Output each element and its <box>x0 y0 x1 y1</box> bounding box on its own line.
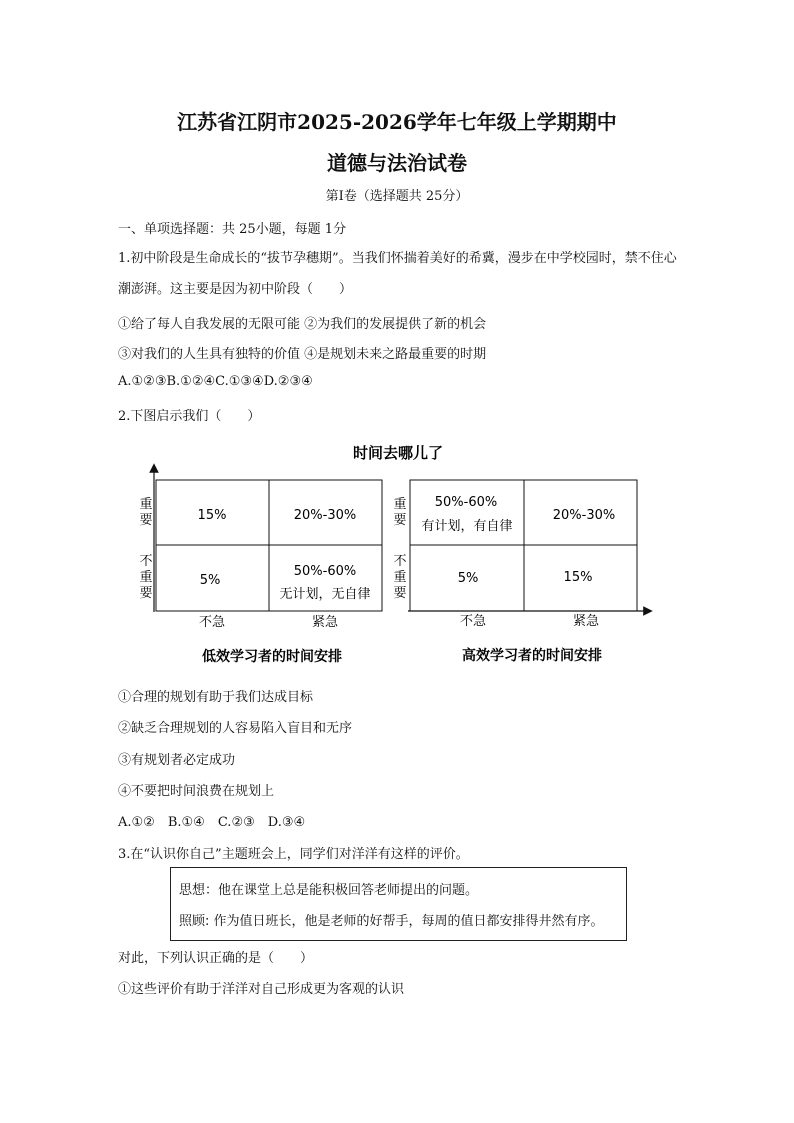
q2-choices: A.①② B.①④ C.②③ D.③④ <box>118 815 306 830</box>
q3-box-line-1: 思想：他在课堂上总是能积极回答老师提出的问题。 <box>179 883 479 898</box>
left-y-top-label <box>139 497 152 528</box>
q1-stem: 1.初中阶段是生命成长的“拔节孕穗期”。当我们怀揣着美好的希冀，漫步在中学校园时，禁不住心潮澎湃。这主要是因为初中阶段（ ） <box>118 251 677 297</box>
time-quadrant-diagram <box>118 432 678 682</box>
left-cell-br-1: 50%-60% <box>293 564 357 579</box>
left-cell-bl: 5% <box>199 573 221 588</box>
q2-statement-4: ④不要把时间浪费在规划上 <box>118 784 275 799</box>
left-y-top-char-1: 重 <box>139 497 153 512</box>
right-y-bottom-label <box>393 554 406 601</box>
left-x-left-label: 不急 <box>198 615 226 630</box>
q1-choices: A.①②③B.①②④C.①③④D.②③④ <box>118 374 313 389</box>
right-cell-br: 15% <box>563 570 593 585</box>
q2-statement-1: ①合理的规划有助于我们达成目标 <box>118 690 314 705</box>
right-x-left-label: 不急 <box>459 614 487 629</box>
right-cell-tr: 20%-30% <box>552 508 616 523</box>
volume-subtitle: 第Ⅰ卷（选择题共 25分） <box>325 189 469 204</box>
q3-stem: 3.在“认识你自己”主题班会上，同学们对洋洋有这样的评价。 <box>118 847 469 862</box>
right-x-right-label: 紧急 <box>572 614 600 629</box>
q3-box-line-2: 照顾: 作为值日班长，他是老师的好帮手，每周的值日都安排得井然有序。 <box>179 914 604 929</box>
exam-title: 江苏省江阴市2025-2026学年七年级上学期期中 <box>177 110 617 134</box>
q3-option-1: ①这些评价有助于洋洋对自己形成更为客观的认识 <box>118 982 405 997</box>
right-y-top-label <box>393 497 406 528</box>
q3-evaluation-box <box>170 867 627 941</box>
right-caption: 高效学习者的时间安排 <box>462 648 602 664</box>
q1-statements-a: ①给了每人自我发展的无限可能 ②为我们的发展提供了新的机会 <box>118 317 487 332</box>
section-heading: 一、单项选择题：共 25小题，每题 1分 <box>118 222 347 237</box>
left-caption: 低效学习者的时间安排 <box>202 649 342 665</box>
q1-statements-b: ③对我们的人生具有独特的价值 ④是规划未来之路最重要的时期 <box>118 347 487 362</box>
left-cell-tr: 20%-30% <box>293 508 357 523</box>
right-y-top-char-2: 要 <box>393 513 407 528</box>
q2-statement-2: ②缺乏合理规划的人容易陷入盲目和无序 <box>118 721 353 736</box>
exam-subject-title: 道德与法治试卷 <box>327 151 467 175</box>
left-cell-br-2: 无计划，无自律 <box>279 587 371 602</box>
right-cell-bl: 5% <box>457 571 479 586</box>
diagram-title: 时间去哪儿了 <box>352 444 444 462</box>
q2-stem: 2.下图启示我们（ ） <box>118 409 261 424</box>
left-y-top-char-2: 要 <box>139 513 153 528</box>
left-y-bottom-label <box>139 554 152 601</box>
left-x-right-label: 紧急 <box>311 615 339 630</box>
left-y-bottom-char-2: 重 <box>139 570 153 585</box>
q3-follow: 对此，下列认识正确的是（ ） <box>118 951 314 966</box>
right-y-bottom-char-1: 不 <box>393 554 407 569</box>
left-y-bottom-char-1: 不 <box>139 554 153 569</box>
right-y-bottom-char-2: 重 <box>393 570 407 585</box>
left-cell-tl: 15% <box>197 508 227 523</box>
q2-statement-3: ③有规划者必定成功 <box>118 753 236 768</box>
right-cell-tl-1: 50%-60% <box>434 495 498 510</box>
right-y-top-char-1: 重 <box>393 497 407 512</box>
right-cell-tl-2: 有计划，有自律 <box>421 519 513 534</box>
left-y-bottom-char-3: 要 <box>139 586 153 601</box>
right-y-bottom-char-3: 要 <box>393 586 407 601</box>
